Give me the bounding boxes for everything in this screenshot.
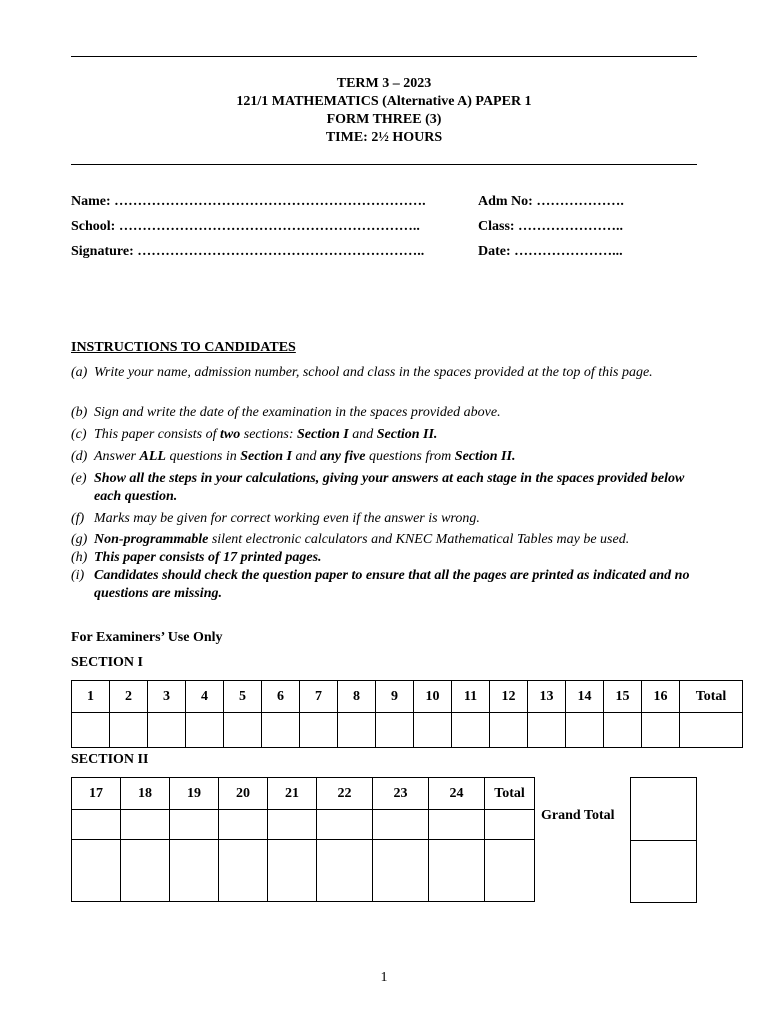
score-cell[interactable]: [373, 810, 429, 840]
instruction-a: [71, 364, 697, 382]
score-cell[interactable]: [300, 713, 338, 748]
score-cell[interactable]: [429, 840, 485, 902]
score-cell[interactable]: [490, 713, 528, 748]
instruction-text: Show all the steps in your calculations, giving your answers at each stage in the spaces provided below each question.: [94, 471, 685, 504]
section-1-score-row: [72, 713, 743, 748]
question-header: 5: [224, 681, 262, 713]
section-2-marks-table: [71, 777, 535, 902]
score-cell[interactable]: [376, 713, 414, 748]
instruction-text: Sign and write the date of the examination in the spaces provided above.: [94, 405, 501, 420]
score-cell[interactable]: [186, 713, 224, 748]
page-number: 1: [380, 970, 388, 985]
instruction-d: [71, 448, 697, 466]
score-cell[interactable]: [452, 713, 490, 748]
score-cell[interactable]: [110, 713, 148, 748]
examiners-use-title: For Examiners’ Use Only: [71, 630, 223, 645]
score-cell[interactable]: [170, 840, 219, 902]
question-header: 2: [110, 681, 148, 713]
question-header: 6: [262, 681, 300, 713]
score-cell[interactable]: [121, 810, 170, 840]
score-cell[interactable]: [642, 713, 680, 748]
instructions-title: INSTRUCTIONS TO CANDIDATES: [71, 340, 296, 355]
bottom-rule: [71, 164, 697, 165]
instruction-label: (g): [71, 532, 88, 547]
score-cell[interactable]: [262, 713, 300, 748]
score-cell[interactable]: [566, 713, 604, 748]
instruction-label: (b): [71, 405, 88, 420]
total-score-cell[interactable]: [485, 840, 535, 902]
score-cell[interactable]: [317, 840, 373, 902]
question-header: 3: [148, 681, 186, 713]
school-field[interactable]: School: ………………………………………………………..: [71, 219, 420, 234]
instruction-g: [71, 531, 697, 549]
total-score-cell[interactable]: [485, 810, 535, 840]
score-cell[interactable]: [414, 713, 452, 748]
instruction-text: Answer ALL questions in Section I and any five questions from Section II.: [94, 449, 516, 464]
score-cell[interactable]: [317, 810, 373, 840]
score-cell[interactable]: [72, 713, 110, 748]
question-header: 17: [72, 778, 121, 810]
question-header: 10: [414, 681, 452, 713]
score-cell[interactable]: [148, 713, 186, 748]
signature-field[interactable]: Signature: ……………………………………………………..: [71, 244, 425, 259]
section-1-marks-table: [71, 680, 743, 748]
adm-no-field[interactable]: Adm No: ……………….: [478, 194, 624, 209]
score-cell[interactable]: [72, 810, 121, 840]
total-score-cell[interactable]: [680, 713, 743, 748]
instruction-e: [71, 470, 697, 506]
instruction-text: This paper consists of two sections: Section I and Section II.: [94, 427, 438, 442]
date-field[interactable]: Date: …………………...: [478, 244, 623, 259]
section-2-extra-row: [72, 840, 535, 902]
question-header: 22: [317, 778, 373, 810]
score-cell[interactable]: [338, 713, 376, 748]
section-1-header-row: [72, 681, 743, 713]
question-header: 23: [373, 778, 429, 810]
question-header: 8: [338, 681, 376, 713]
score-cell[interactable]: [268, 840, 317, 902]
score-cell[interactable]: [219, 810, 268, 840]
name-field[interactable]: Name: ………………………………………………………….: [71, 194, 426, 209]
instruction-h: [71, 549, 697, 567]
time-line: TIME: 2½ HOURS: [325, 130, 443, 145]
score-cell[interactable]: [224, 713, 262, 748]
question-header: 13: [528, 681, 566, 713]
grand-total-box: [630, 777, 697, 903]
question-header: 7: [300, 681, 338, 713]
instruction-text: Marks may be given for correct working even if the answer is wrong.: [94, 511, 480, 526]
grand-total-label: Grand Total: [541, 808, 615, 823]
question-header: 11: [452, 681, 490, 713]
question-header: 18: [121, 778, 170, 810]
total-header: Total: [485, 778, 535, 810]
instruction-text: Write your name, admission number, school and class in the spaces provided at the top of this page.: [94, 365, 653, 380]
question-header: 16: [642, 681, 680, 713]
instruction-b: [71, 404, 697, 422]
score-cell[interactable]: [604, 713, 642, 748]
score-cell[interactable]: [121, 840, 170, 902]
term-line: TERM 3 – 2023: [336, 76, 432, 91]
instruction-label: (d): [71, 449, 88, 464]
question-header: 24: [429, 778, 485, 810]
instruction-text: This paper consists of 17 printed pages.: [94, 550, 322, 565]
grand-total-cell[interactable]: [631, 841, 697, 903]
question-header: 4: [186, 681, 224, 713]
instruction-label: (c): [71, 427, 87, 442]
class-field[interactable]: Class: …………………..: [478, 219, 624, 234]
question-header: 20: [219, 778, 268, 810]
question-header: 19: [170, 778, 219, 810]
form-line: FORM THREE (3): [326, 112, 442, 127]
instruction-i: [71, 567, 697, 603]
question-header: 9: [376, 681, 414, 713]
question-header: 21: [268, 778, 317, 810]
question-header: 12: [490, 681, 528, 713]
score-cell[interactable]: [528, 713, 566, 748]
instruction-label: (a): [71, 365, 88, 380]
instruction-c: [71, 426, 697, 444]
section-2-score-row: [72, 810, 535, 840]
instruction-label: (e): [71, 471, 87, 486]
instruction-f: [71, 510, 697, 528]
question-header: 15: [604, 681, 642, 713]
question-header: 1: [72, 681, 110, 713]
score-cell[interactable]: [219, 840, 268, 902]
grand-total-cell[interactable]: [631, 778, 697, 841]
total-header: Total: [680, 681, 743, 713]
exam-header: [71, 75, 697, 147]
instruction-label: (f): [71, 511, 85, 526]
instruction-text: Non-programmable silent electronic calculators and KNEC Mathematical Tables may be used.: [94, 532, 630, 547]
paper-title: 121/1 MATHEMATICS (Alternative A) PAPER 1: [236, 94, 532, 109]
score-cell[interactable]: [170, 810, 219, 840]
section-2-label: SECTION II: [71, 752, 149, 767]
instruction-text: Candidates should check the question paper to ensure that all the pages are printed as indicated and no questions are missing.: [94, 568, 690, 601]
section-2-header-row: [72, 778, 535, 810]
score-cell[interactable]: [373, 840, 429, 902]
top-rule: [71, 56, 697, 57]
question-header: 14: [566, 681, 604, 713]
score-cell[interactable]: [72, 840, 121, 902]
section-1-label: SECTION I: [71, 655, 143, 670]
score-cell[interactable]: [429, 810, 485, 840]
instruction-label: (h): [71, 550, 88, 565]
instruction-label: (i): [71, 568, 85, 583]
score-cell[interactable]: [268, 810, 317, 840]
